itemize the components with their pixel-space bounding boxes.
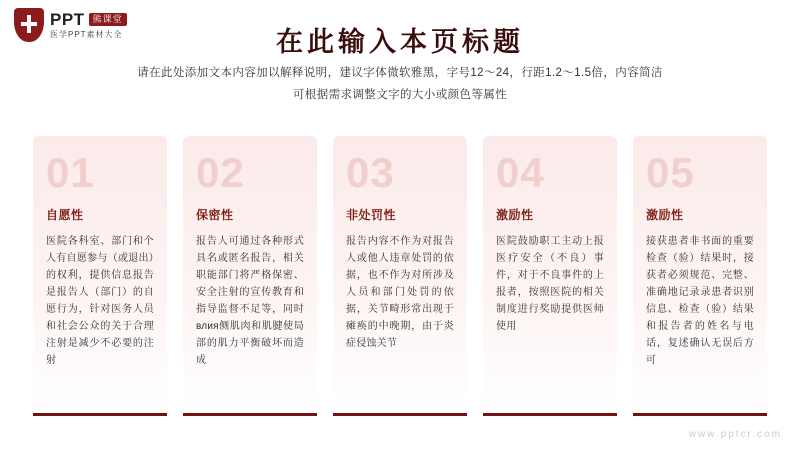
card-title: 保密性 bbox=[196, 208, 234, 222]
card-title: 非处罚性 bbox=[346, 208, 397, 222]
content-card-list bbox=[33, 136, 767, 416]
card-title: 激励性 bbox=[496, 208, 534, 222]
content-card bbox=[333, 136, 467, 416]
page-subtitle bbox=[0, 62, 800, 106]
content-card bbox=[483, 136, 617, 416]
card-bottom-rule bbox=[483, 413, 617, 416]
card-body: 接获患者非书面的重要检查（验）结果时，接获者必须规范、完整、准确地记录录患者识别信息、检查（验）结果和报告者的姓名与电话，复述确认无误后方可 bbox=[646, 236, 754, 366]
brand-badge: 熊课堂 bbox=[89, 13, 127, 26]
card-bottom-rule bbox=[633, 413, 767, 416]
card-body: 报告人可通过各种形式具名或匿名报告，相关职能部门将严格保密、安全注射的宣传教育和指导监督不足等，同时влия侧肌肉和肌腱使局部的肌力平衡破坏而造成 bbox=[196, 236, 304, 366]
content-card bbox=[33, 136, 167, 416]
content-card bbox=[633, 136, 767, 416]
card-number: 01 bbox=[46, 149, 95, 196]
card-title: 自愿性 bbox=[46, 208, 84, 222]
brand-tagline: 医学PPT素材大全 bbox=[50, 30, 123, 39]
subtitle-line-1: 请在此处添加文本内容加以解释说明，建议字体微软雅黑，字号12～24，行距1.2～1.5倍，内容简洁 bbox=[137, 67, 663, 79]
card-body: 报告内容不作为对报告人或他人违章处罚的依据，也不作为对所涉及人员和部门处罚的依据，关节畸形常出现于瘫痪的中晚期，由于炎症侵蚀关节 bbox=[346, 236, 454, 349]
card-number: 05 bbox=[646, 149, 695, 196]
card-number: 03 bbox=[346, 149, 395, 196]
subtitle-line-2: 可根据需求调整文字的大小或颜色等属性 bbox=[292, 89, 508, 101]
footer-watermark: www.pptcr.com bbox=[688, 429, 782, 440]
card-number: 02 bbox=[196, 149, 245, 196]
card-body: 医院各科室、部门和个人有自愿参与（或退出）的权利，提供信息报告是报告人（部门）的自愿行为，针对医务人员和社会公众的关于合理注射是减少不必要的注射 bbox=[46, 236, 154, 366]
brand-name: PPT bbox=[50, 10, 85, 29]
card-number: 04 bbox=[496, 149, 545, 196]
content-card bbox=[183, 136, 317, 416]
page-title: 在此输入本页标题 bbox=[276, 27, 524, 57]
card-body: 医院鼓励职工主动上报医疗安全（不良）事件，对于不良事件的上报者，按照医院的相关制度进行奖励提供医师使用 bbox=[496, 236, 604, 332]
card-bottom-rule bbox=[33, 413, 167, 416]
card-bottom-rule bbox=[183, 413, 317, 416]
card-title: 激励性 bbox=[646, 208, 684, 222]
card-bottom-rule bbox=[333, 413, 467, 416]
